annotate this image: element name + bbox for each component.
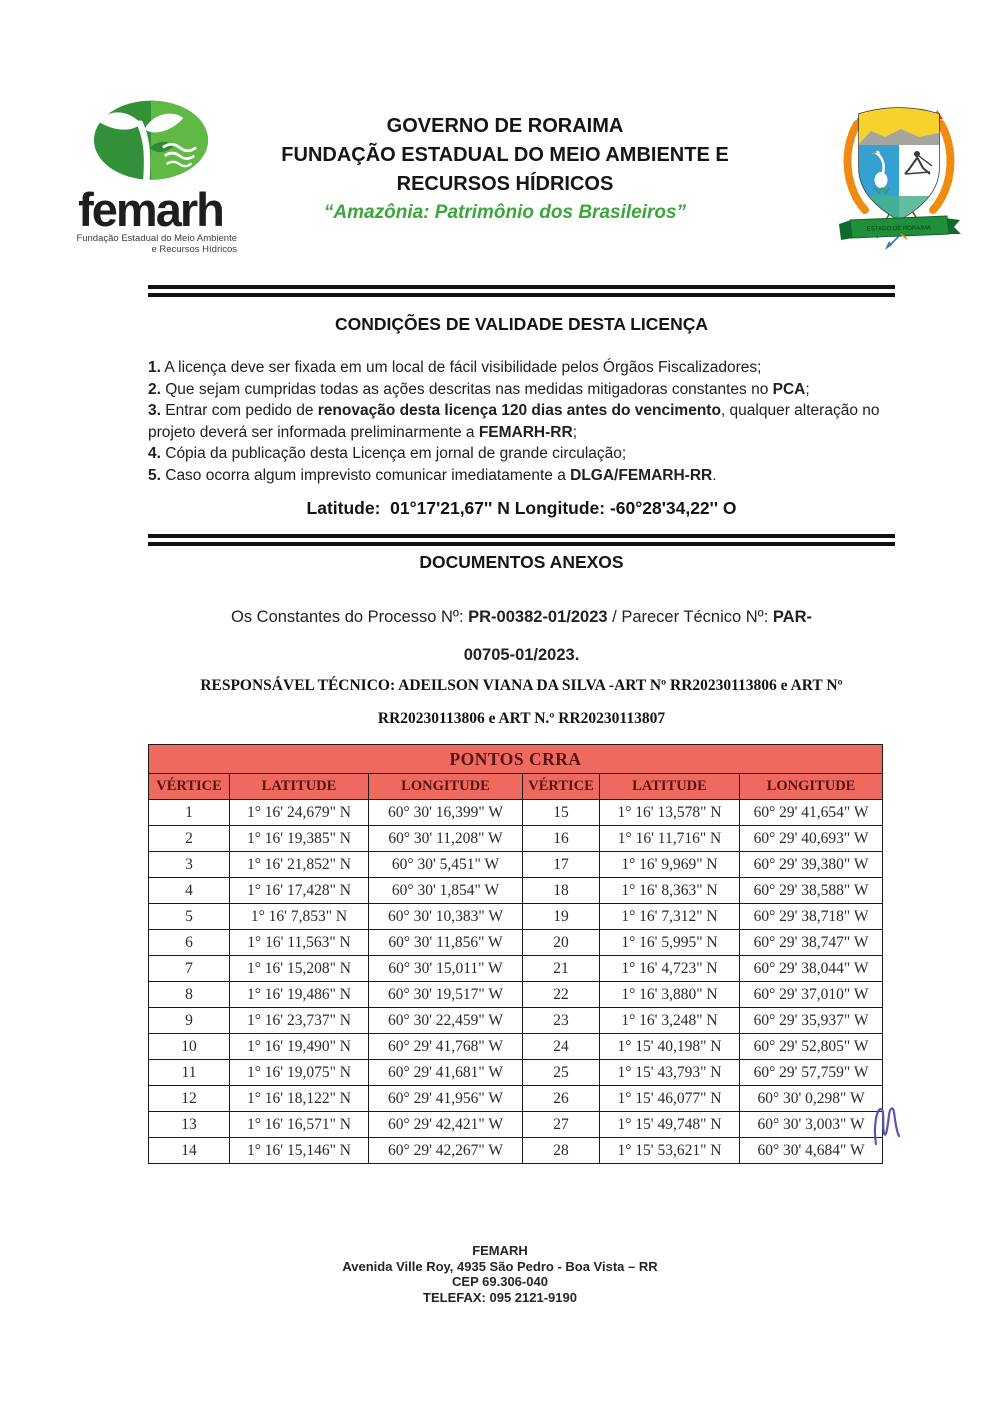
table-cell: 26 xyxy=(523,1086,600,1112)
column-header: LATITUDE xyxy=(230,774,369,800)
table-cell: 60° 30' 5,451" W xyxy=(369,852,523,878)
table-cell: 60° 29' 52,805" W xyxy=(740,1034,883,1060)
table-cell: 60° 29' 39,380" W xyxy=(740,852,883,878)
table-row xyxy=(149,930,883,956)
footer-cep: CEP 69.306-040 xyxy=(452,1274,548,1289)
column-header: LONGITUDE xyxy=(369,774,523,800)
divider-top xyxy=(148,285,895,301)
femarh-leaf-icon xyxy=(71,96,231,188)
table-cell: 1° 16' 17,428" N xyxy=(230,878,369,904)
table-cell: 1° 16' 19,385" N xyxy=(230,826,369,852)
footer-org: FEMARH xyxy=(472,1243,528,1258)
column-header: VÉRTICE xyxy=(149,774,230,800)
table-cell: 1° 16' 13,578" N xyxy=(600,800,740,826)
table-cell: 1° 16' 11,716" N xyxy=(600,826,740,852)
table-cell: 60° 30' 15,011" W xyxy=(369,956,523,982)
table-cell: 60° 29' 37,010" W xyxy=(740,982,883,1008)
table-row xyxy=(149,1112,883,1138)
table-cell: 1° 15' 49,748" N xyxy=(600,1112,740,1138)
table-cell: 1° 16' 15,208" N xyxy=(230,956,369,982)
table-row xyxy=(149,852,883,878)
table-cell: 60° 29' 38,044" W xyxy=(740,956,883,982)
table-row xyxy=(149,800,883,826)
motto-text: “Amazônia: Patrimônio dos Brasileiros” xyxy=(323,202,687,223)
table-title: PONTOS CRRA xyxy=(149,745,883,774)
table-cell: 17 xyxy=(523,852,600,878)
table-cell: 60° 30' 19,517" W xyxy=(369,982,523,1008)
table-cell: 15 xyxy=(523,800,600,826)
table-cell: 1° 16' 3,880" N xyxy=(600,982,740,1008)
column-header: LONGITUDE xyxy=(740,774,883,800)
table-cell: 60° 29' 41,681" W xyxy=(369,1060,523,1086)
table-cell: 1° 16' 23,737" N xyxy=(230,1008,369,1034)
condition-item: 3. Entrar com pedido de renovação desta licença 120 dias antes do vencimento, qualquer alteração no projeto deverá ser informada preliminarmente a FEMARH-RR; xyxy=(148,402,880,441)
table-cell: 60° 29' 40,693" W xyxy=(740,826,883,852)
condition-item: 1. A licença deve ser fixada em um local de fácil visibilidade pelos Órgãos Fiscalizadores; xyxy=(148,359,762,376)
table-cell: 60° 29' 41,654" W xyxy=(740,800,883,826)
table-row xyxy=(149,982,883,1008)
table-cell: 6 xyxy=(149,930,230,956)
table-cell: 60° 29' 42,267" W xyxy=(369,1138,523,1164)
table-cell: 1° 15' 46,077" N xyxy=(600,1086,740,1112)
table-cell: 1° 15' 40,198" N xyxy=(600,1034,740,1060)
femarh-logo xyxy=(58,96,243,255)
table-cell: 60° 29' 41,956" W xyxy=(369,1086,523,1112)
roraima-coat-of-arms xyxy=(833,92,965,252)
table-cell: 1° 16' 8,363" N xyxy=(600,878,740,904)
table-cell: 1° 16' 5,995" N xyxy=(600,930,740,956)
table-cell: 1° 16' 7,853" N xyxy=(230,904,369,930)
table-cell: 1° 15' 43,793" N xyxy=(600,1060,740,1086)
table-cell: 60° 30' 1,854" W xyxy=(369,878,523,904)
process-reference-line-2: 00705-01/2023. xyxy=(463,645,580,664)
table-cell: 1° 16' 9,969" N xyxy=(600,852,740,878)
table-cell: 60° 29' 38,747" W xyxy=(740,930,883,956)
table-cell: 60° 29' 42,421" W xyxy=(369,1112,523,1138)
table-row xyxy=(149,904,883,930)
table-cell: 24 xyxy=(523,1034,600,1060)
table-cell: 60° 29' 38,588" W xyxy=(740,878,883,904)
table-cell: 9 xyxy=(149,1008,230,1034)
column-header: LATITUDE xyxy=(600,774,740,800)
technical-responsible-line-2: RR20230113806 e ART N.º RR20230113807 xyxy=(377,709,666,727)
table-cell: 60° 30' 10,383" W xyxy=(369,904,523,930)
documents-title: DOCUMENTOS ANEXOS xyxy=(419,552,624,572)
table-cell: 1° 16' 7,312" N xyxy=(600,904,740,930)
table-cell: 16 xyxy=(523,826,600,852)
table-cell: 60° 30' 11,856" W xyxy=(369,930,523,956)
femarh-caption: Fundação Estadual do Meio Ambiente e Recursos Hídricos xyxy=(76,233,237,255)
table-cell: 21 xyxy=(523,956,600,982)
table-cell: 60° 29' 41,768" W xyxy=(369,1034,523,1060)
table-cell: 1° 16' 19,075" N xyxy=(230,1060,369,1086)
foundation-title-1: FUNDAÇÃO ESTADUAL DO MEIO AMBIENTE E xyxy=(281,144,729,166)
table-cell: 60° 29' 38,718" W xyxy=(740,904,883,930)
table-cell: 20 xyxy=(523,930,600,956)
table-cell: 5 xyxy=(149,904,230,930)
table-cell: 1° 16' 24,679" N xyxy=(230,800,369,826)
conditions-title: CONDIÇÕES DE VALIDADE DESTA LICENÇA xyxy=(334,314,709,334)
handwritten-mark xyxy=(872,1100,902,1152)
table-cell: 60° 30' 4,684" W xyxy=(740,1138,883,1164)
table-row xyxy=(149,1060,883,1086)
table-cell: 60° 30' 0,298" W xyxy=(740,1086,883,1112)
condition-item: 5. Caso ocorra algum imprevisto comunicar imediatamente a DLGA/FEMARH-RR. xyxy=(148,466,717,484)
table-cell: 60° 29' 57,759" W xyxy=(740,1060,883,1086)
svg-text:ESTADO DE RORAIMA: ESTADO DE RORAIMA xyxy=(866,225,931,233)
table-cell: 13 xyxy=(149,1112,230,1138)
table-cell: 60° 29' 35,937" W xyxy=(740,1008,883,1034)
table-row xyxy=(149,1034,883,1060)
footer-telefax: TELEFAX: 095 2121-9190 xyxy=(423,1289,577,1305)
table-cell: 1° 16' 19,490" N xyxy=(230,1034,369,1060)
table-cell: 12 xyxy=(149,1086,230,1112)
table-row xyxy=(149,878,883,904)
table-row xyxy=(149,826,883,852)
table-cell: 28 xyxy=(523,1138,600,1164)
table-cell: 3 xyxy=(149,852,230,878)
column-header: VÉRTICE xyxy=(523,774,600,800)
condition-item: 4. Cópia da publicação desta Licença em jornal de grande circulação; xyxy=(148,445,627,462)
condition-item: 2. Que sejam cumpridas todas as ações descritas nas medidas mitigadoras constantes no PCA; xyxy=(148,380,810,398)
table-cell: 2 xyxy=(149,826,230,852)
table-cell: 1° 16' 18,122" N xyxy=(230,1086,369,1112)
table-cell: 18 xyxy=(523,878,600,904)
table-body xyxy=(149,800,883,1164)
coordinates-line: Latitude: 01°17'21,67'' N Longitude: -60°28'34,22'' O xyxy=(306,498,737,518)
table-cell: 11 xyxy=(149,1060,230,1086)
table-cell: 1° 16' 4,723" N xyxy=(600,956,740,982)
technical-responsible-line-1: RESPONSÁVEL TÉCNICO: ADEILSON VIANA DA SILVA -ART Nº RR20230113806 e ART Nº xyxy=(200,676,843,694)
footer-street: Avenida Ville Roy, 4935 São Pedro - Boa Vista – RR xyxy=(342,1258,658,1274)
table-row xyxy=(149,956,883,982)
table-cell: 60° 30' 3,003" W xyxy=(740,1112,883,1138)
table-title-row xyxy=(149,745,883,774)
table-cell: 1 xyxy=(149,800,230,826)
table-cell: 10 xyxy=(149,1034,230,1060)
footer-address-block xyxy=(0,1243,1000,1305)
process-reference-line-1: Os Constantes do Processo Nº: PR-00382-01/2023 / Parecer Técnico Nº: PAR- xyxy=(231,607,812,626)
pontos-crra-table xyxy=(148,744,883,1164)
table-row xyxy=(149,1086,883,1112)
table-cell: 1° 16' 16,571" N xyxy=(230,1112,369,1138)
letterhead-titles xyxy=(240,112,770,224)
table-row xyxy=(149,1008,883,1034)
table-cell: 60° 30' 22,459" W xyxy=(369,1008,523,1034)
divider-middle xyxy=(148,534,895,550)
table-cell: 23 xyxy=(523,1008,600,1034)
table-cell: 19 xyxy=(523,904,600,930)
table-cell: 1° 15' 53,621" N xyxy=(600,1138,740,1164)
table-cell: 25 xyxy=(523,1060,600,1086)
foundation-title-2: RECURSOS HÍDRICOS xyxy=(396,173,614,195)
table-cell: 27 xyxy=(523,1112,600,1138)
government-title: GOVERNO DE RORAIMA xyxy=(386,115,624,137)
table-row xyxy=(149,1138,883,1164)
table-cell: 1° 16' 19,486" N xyxy=(230,982,369,1008)
table-header-row xyxy=(149,774,883,800)
table-cell: 1° 16' 11,563" N xyxy=(230,930,369,956)
table-cell: 14 xyxy=(149,1138,230,1164)
table-cell: 60° 30' 16,399" W xyxy=(369,800,523,826)
table-cell: 22 xyxy=(523,982,600,1008)
table-cell: 1° 16' 15,146" N xyxy=(230,1138,369,1164)
table-cell: 60° 30' 11,208" W xyxy=(369,826,523,852)
table-cell: 1° 16' 21,852" N xyxy=(230,852,369,878)
table-cell: 8 xyxy=(149,982,230,1008)
table-cell: 4 xyxy=(149,878,230,904)
table-cell: 1° 16' 3,248" N xyxy=(600,1008,740,1034)
femarh-wordmark: femarh xyxy=(78,183,223,236)
table-cell: 7 xyxy=(149,956,230,982)
conditions-list xyxy=(148,357,897,486)
